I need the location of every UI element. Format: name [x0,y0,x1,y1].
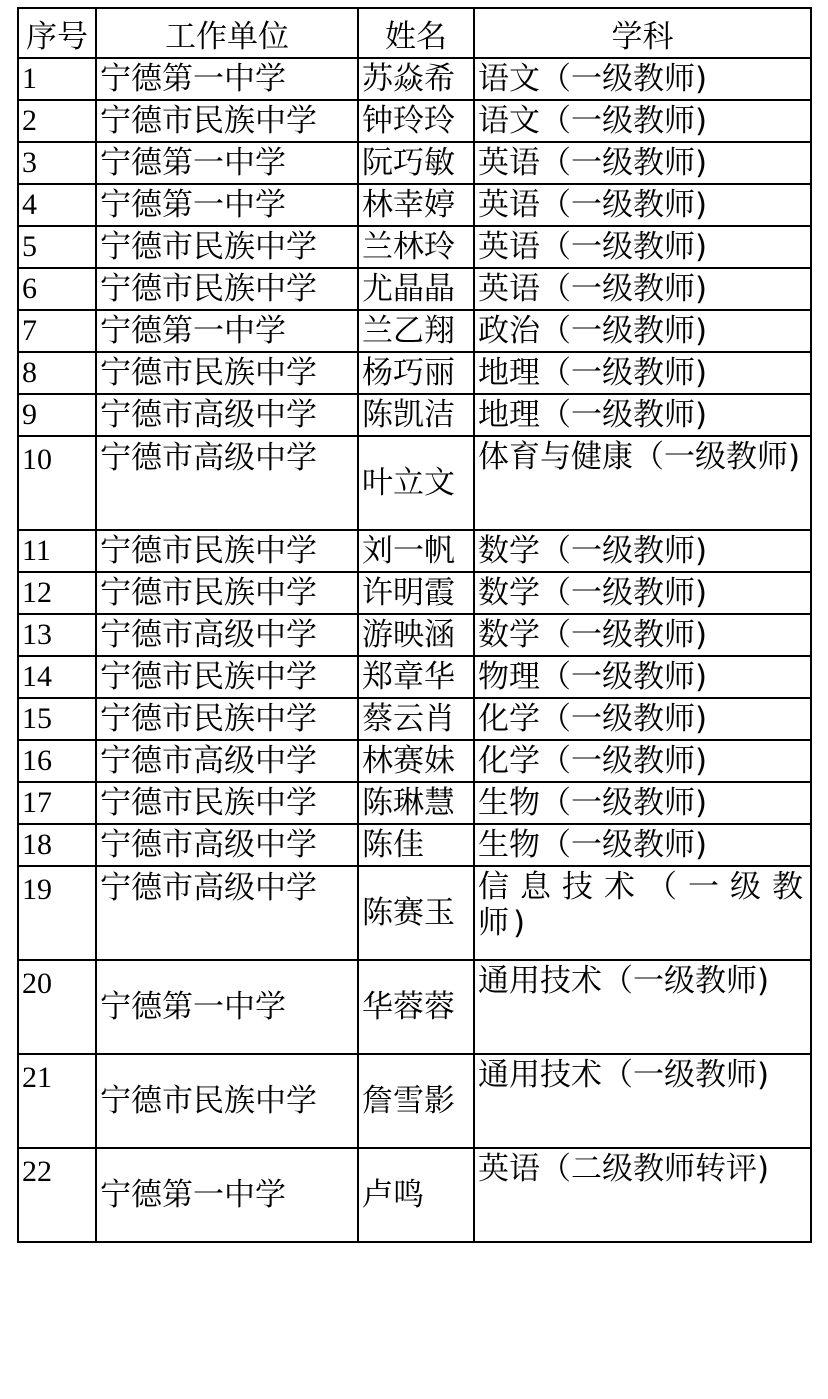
row-name: 兰乙翔 [358,310,474,352]
row-name: 蔡云肖 [358,698,474,740]
row-no: 8 [18,352,96,394]
table-row [18,226,811,268]
row-no: 17 [18,782,96,824]
row-school: 宁德市民族中学 [96,530,358,572]
row-subject: 地理（一级教师) [474,352,811,394]
row-no: 11 [18,530,96,572]
table-row [18,1054,811,1148]
table-row [18,960,811,1054]
row-no: 7 [18,310,96,352]
row-no: 10 [18,436,96,530]
row-no: 13 [18,614,96,656]
row-school: 宁德市高级中学 [96,824,358,866]
row-name: 刘一帆 [358,530,474,572]
row-school: 宁德市民族中学 [96,782,358,824]
row-school: 宁德第一中学 [96,142,358,184]
table-row [18,352,811,394]
table-row [18,866,811,960]
header-no: 序号 [18,8,96,58]
row-school: 宁德第一中学 [96,960,358,1054]
row-name: 叶立文 [358,436,474,530]
row-no: 22 [18,1148,96,1242]
row-subject: 信息技术（一级教师) [474,866,811,960]
row-name: 许明霞 [358,572,474,614]
table-row [18,1148,811,1242]
row-name: 游映涵 [358,614,474,656]
row-subject: 通用技术（一级教师) [474,960,811,1054]
row-subject: 英语（一级教师) [474,268,811,310]
row-subject: 数学（一级教师) [474,572,811,614]
table-row [18,184,811,226]
table-row [18,782,811,824]
row-name: 陈佳 [358,824,474,866]
row-school: 宁德市民族中学 [96,572,358,614]
row-subject: 英语（一级教师) [474,142,811,184]
table-row [18,268,811,310]
row-subject: 数学（一级教师) [474,530,811,572]
row-subject: 语文（一级教师) [474,100,811,142]
table-row [18,740,811,782]
row-name: 陈琳慧 [358,782,474,824]
row-school: 宁德第一中学 [96,184,358,226]
row-no: 21 [18,1054,96,1148]
row-subject: 化学（一级教师) [474,740,811,782]
row-school: 宁德第一中学 [96,1148,358,1242]
row-no: 9 [18,394,96,436]
row-no: 6 [18,268,96,310]
table-row [18,436,811,530]
teacher-list [17,7,812,1243]
row-no: 12 [18,572,96,614]
row-school: 宁德市高级中学 [96,866,358,960]
row-subject: 物理（一级教师) [474,656,811,698]
row-school: 宁德市高级中学 [96,436,358,530]
header-name: 姓名 [358,8,474,58]
row-school: 宁德市民族中学 [96,268,358,310]
row-name: 阮巧敏 [358,142,474,184]
row-name: 钟玲玲 [358,100,474,142]
row-name: 卢鸣 [358,1148,474,1242]
row-subject: 英语（二级教师转评) [474,1148,811,1242]
row-name: 兰林玲 [358,226,474,268]
row-subject: 地理（一级教师) [474,394,811,436]
header-subject: 学科 [474,8,811,58]
row-name: 郑章华 [358,656,474,698]
row-no: 3 [18,142,96,184]
row-name: 林幸婷 [358,184,474,226]
row-no: 20 [18,960,96,1054]
row-school: 宁德市民族中学 [96,656,358,698]
row-name: 陈赛玉 [358,866,474,960]
row-subject: 通用技术（一级教师) [474,1054,811,1148]
row-name: 尤晶晶 [358,268,474,310]
row-school: 宁德市民族中学 [96,100,358,142]
row-school: 宁德市民族中学 [96,698,358,740]
row-subject: 化学（一级教师) [474,698,811,740]
row-no: 16 [18,740,96,782]
row-no: 15 [18,698,96,740]
table-row [18,824,811,866]
row-name: 林赛妹 [358,740,474,782]
row-school: 宁德第一中学 [96,310,358,352]
table-row [18,530,811,572]
row-no: 1 [18,58,96,100]
row-school: 宁德市高级中学 [96,394,358,436]
table-row [18,310,811,352]
row-school: 宁德市高级中学 [96,740,358,782]
row-subject: 英语（一级教师) [474,226,811,268]
row-school: 宁德市民族中学 [96,226,358,268]
row-school: 宁德市民族中学 [96,352,358,394]
table-row [18,614,811,656]
table-row [18,142,811,184]
row-no: 4 [18,184,96,226]
table-row [18,572,811,614]
row-subject: 英语（一级教师) [474,184,811,226]
teacher-table [17,7,812,1243]
row-school: 宁德市民族中学 [96,1054,358,1148]
row-subject: 数学（一级教师) [474,614,811,656]
row-subject: 生物（一级教师) [474,782,811,824]
row-name: 詹雪影 [358,1054,474,1148]
row-name: 陈凯洁 [358,394,474,436]
table-row [18,100,811,142]
row-no: 2 [18,100,96,142]
row-no: 18 [18,824,96,866]
row-subject: 体育与健康（一级教师) [474,436,811,530]
row-name: 华蓉蓉 [358,960,474,1054]
table-row [18,58,811,100]
row-subject: 生物（一级教师) [474,824,811,866]
row-school: 宁德市高级中学 [96,614,358,656]
row-name: 苏焱希 [358,58,474,100]
row-school: 宁德第一中学 [96,58,358,100]
header-row [18,8,811,58]
header-school: 工作单位 [96,8,358,58]
table-row [18,698,811,740]
row-subject: 政治（一级教师) [474,310,811,352]
table-row [18,656,811,698]
table-row [18,394,811,436]
row-name: 杨巧丽 [358,352,474,394]
row-no: 5 [18,226,96,268]
row-subject: 语文（一级教师) [474,58,811,100]
row-no: 19 [18,866,96,960]
row-no: 14 [18,656,96,698]
